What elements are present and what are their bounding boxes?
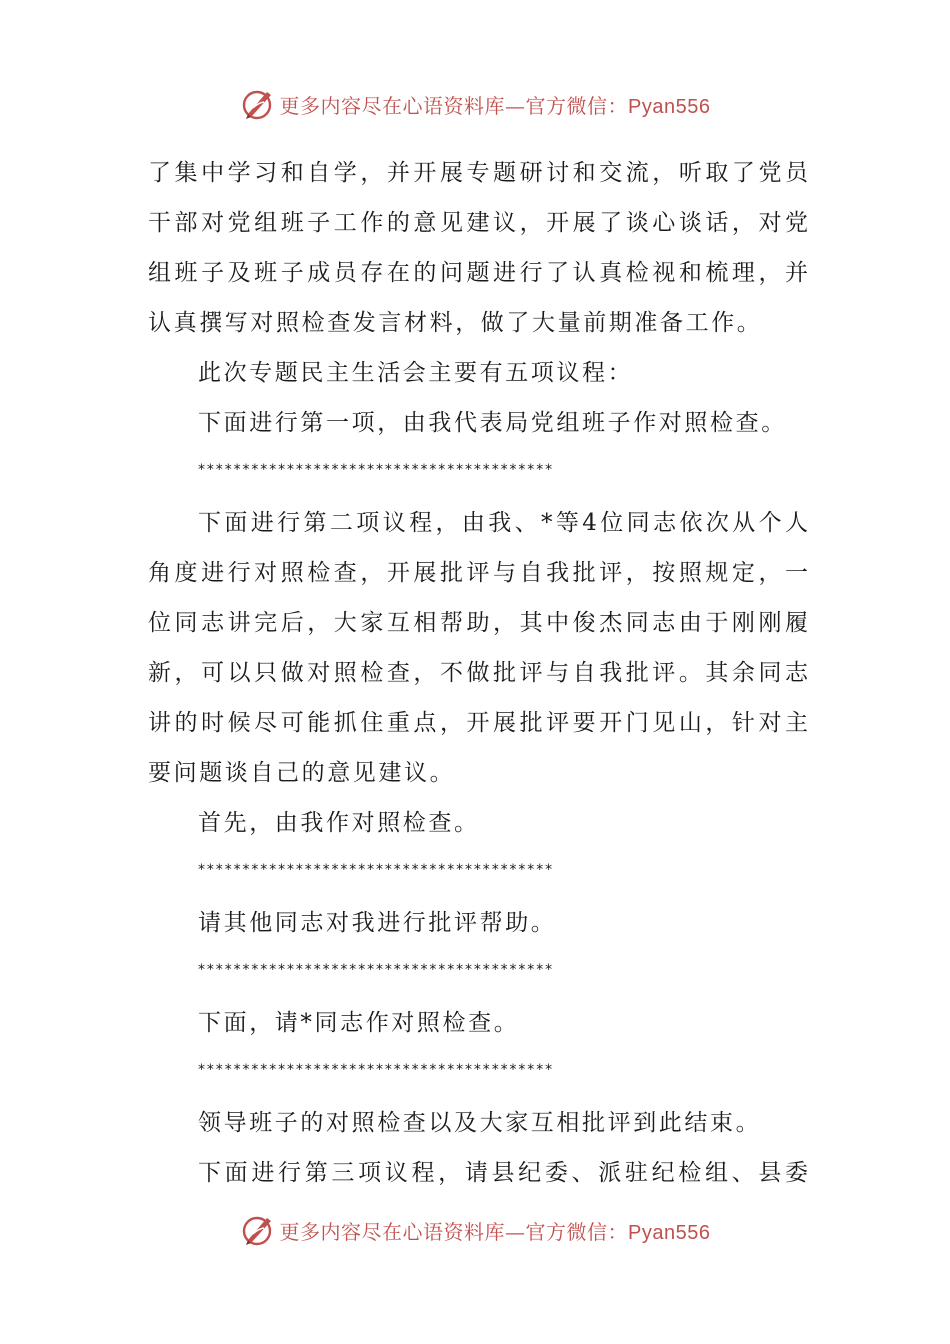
paragraph-item-three: 下面进行第三项议程，请县纪委、派驻纪检组、县委 [198,1160,808,1186]
paragraph-line: 新，可以只做对照检查，不做批评与自我批评。其余同志 [148,660,808,686]
banner-wechat-id: Pyan556 [628,95,711,118]
footer-banner [0,1208,950,1252]
paragraph-line: 位同志讲完后，大家互相帮助，其中俊杰同志由于刚刚履 [148,610,808,636]
paragraph-line: 讲的时候尽可能抓住重点，开展批评要开门见山，针对主 [148,710,808,736]
banner-wechat-id: Pyan556 [628,1221,711,1244]
banner-main-text: 更多内容尽在心语资料库—官方微信： [279,1219,629,1244]
paragraph-line: 了集中学习和自学，并开展专题研讨和交流，听取了党员 [148,160,808,186]
paragraph-next-comrade: 下面，请*同志作对照检查。 [198,1010,520,1036]
paragraph-line: 角度进行对照检查，开展批评与自我批评，按照规定，一 [148,560,808,586]
header-banner [0,82,950,126]
pen-logo-icon [240,1212,276,1248]
document-body [148,148,808,1198]
paragraph-line: 干部对党组班子工作的意见建议，开展了谈心谈话，对党 [148,210,808,236]
paragraph-line: 要问题谈自己的意见建议。 [148,760,456,786]
paragraph-line: 认真撰写对照检查发言材料，做了大量前期准备工作。 [148,310,763,336]
omitted-content-marker: **************************************** [198,862,554,878]
paragraph-agenda-intro: 此次专题民主生活会主要有五项议程： [198,360,634,386]
pen-logo-icon [240,86,276,122]
omitted-content-marker: **************************************** [198,962,554,978]
banner-text [280,1216,711,1245]
paragraph-request-criticism: 请其他同志对我进行批评帮助。 [198,910,557,936]
omitted-content-marker: **************************************** [198,1062,554,1078]
paragraph-first-check: 首先，由我作对照检查。 [198,810,480,836]
paragraph-conclusion: 领导班子的对照检查以及大家互相批评到此结束。 [198,1110,762,1136]
banner-text [280,90,711,119]
paragraph-item-one: 下面进行第一项，由我代表局党组班子作对照检查。 [198,410,787,436]
paragraph-line: 下面进行第二项议程，由我、*等4位同志依次从个人 [198,510,808,536]
banner-main-text: 更多内容尽在心语资料库—官方微信： [279,93,629,118]
paragraph-line: 组班子及班子成员存在的问题进行了认真检视和梳理，并 [148,260,808,286]
omitted-content-marker: **************************************** [198,462,554,478]
